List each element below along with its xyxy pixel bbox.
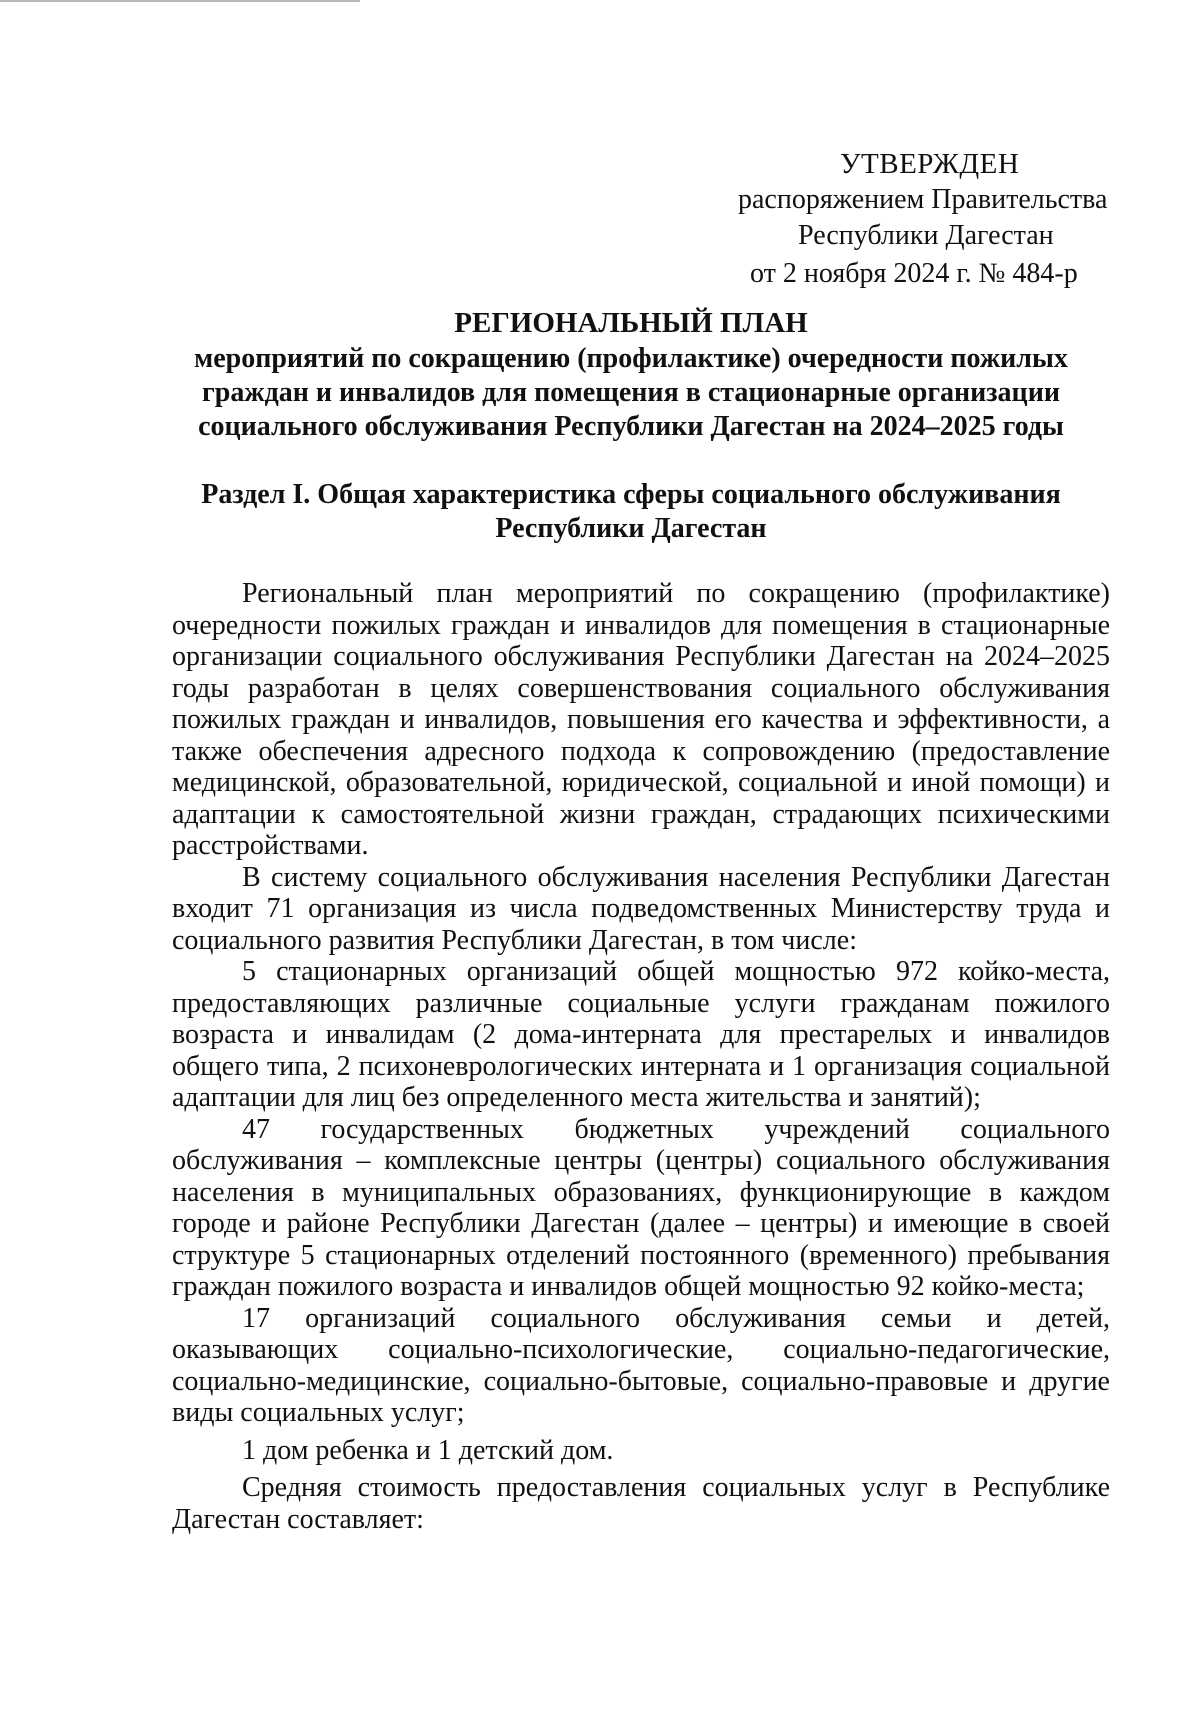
scan-edge-line [0, 0, 360, 2]
section-heading: Раздел I. Общая характеристика сферы социального обслуживания Республики Дагестан [201, 479, 1061, 544]
paragraph: 17 организаций социального обслуживания семьи и детей, оказывающих социально-психологические, социально-педагогические, социально-медицинские, социально-бытовые, социально-правовые и другие виды социальных услуг; [172, 1302, 1110, 1428]
document-title-sub: мероприятий по сокращению (профилактике) очередности пожилых граждан и инвалидов для помещения в стационарные организации социального обслуживания Республики Дагестан на 2024–2025 годы [194, 343, 1068, 442]
paragraph: 5 стационарных организаций общей мощностью 972 койко-места, предоставляющих различные социальные услуги гражданам пожилого возраста и инвалидам (2 дома-интерната для престарелых и инвалидов общего типа, 2 психоневрологических интерната и 1 организация социальной адаптации для лиц без определенного места жительства и занятий); [172, 956, 1110, 1113]
paragraph: Региональный план мероприятий по сокращению (профилактике) очередности пожилых граждан и инвалидов для помещения в стационарные организации социального обслуживания Республики Дагестан на 2024–2025 годы разработан в целях совершенствования социального обслуживания пожилых граждан и инвалидов, повышения его качества и эффективности, а также обеспечения адресного подхода к сопровождению (предоставление медицинской, образовательной, юридической, социальной и иной помощи) и адаптации к самостоятельной жизни граждан, страдающих психическими расстройствами. [172, 578, 1110, 861]
document-title [172, 306, 1090, 444]
paragraph: Средняя стоимость предоставления социальных услуг в Республике Дагестан составляет: [172, 1472, 1110, 1535]
document-title-main: РЕГИОНАЛЬНЫЙ ПЛАН [454, 307, 808, 339]
approval-line-3: от 2 ноября 2024 г. № 484-р [750, 258, 1078, 289]
approval-line-2: Республики Дагестан [798, 220, 1054, 251]
approval-title: УТВЕРЖДЕН [840, 148, 1020, 180]
paragraph: В систему социального обслуживания населения Республики Дагестан входит 71 организация из числа подведомственных Министерству труда и социального развития Республики Дагестан, в том числе: [172, 861, 1110, 956]
body-text [172, 578, 1110, 1535]
approval-stamp-block [690, 146, 1130, 292]
paragraph: 1 дом ребенка и 1 детский дом. [242, 1434, 614, 1466]
paragraph: 47 государственных бюджетных учреждений социального обслуживания – комплексные центры (центры) социального обслуживания населения в муниципальных образованиях, функционирующие в каждом городе и районе Республики Дагестан (далее – центры) и имеющие в своей структуре 5 стационарных отделений постоянного (временного) пребывания граждан пожилого возраста и инвалидов общей мощностью 92 койко-места; [172, 1113, 1110, 1302]
approval-line-1: распоряжением Правительства [738, 184, 1108, 215]
